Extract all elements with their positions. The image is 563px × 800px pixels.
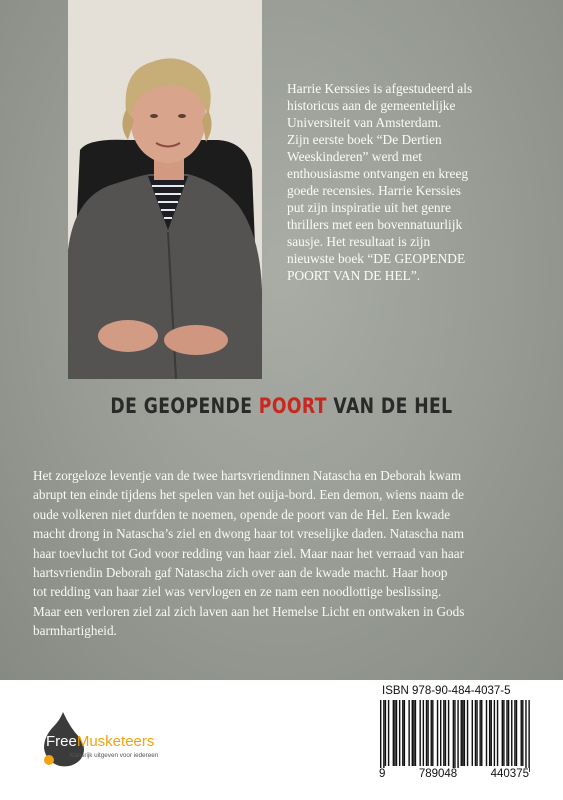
blurb-line: haar toevlucht tot God voor redding van haar ziel. Maar naar het verraad van haar bbox=[33, 545, 464, 561]
book-title-part2: VAN DE HEL bbox=[326, 394, 453, 418]
barcode-bar bbox=[427, 700, 428, 766]
barcode-bar bbox=[431, 700, 432, 766]
blurb-text: Het zorgeloze leventje van de twee hartsvriendinnen Natascha en Deborah kwam bbox=[33, 468, 462, 483]
barcode-bar bbox=[479, 700, 480, 766]
barcode-bar bbox=[426, 700, 427, 766]
publisher-tagline: Kansrijk uitgeven voor iedereen bbox=[70, 752, 159, 759]
barcode-bar bbox=[525, 700, 526, 772]
barcode-bar bbox=[486, 700, 487, 766]
barcode-bar bbox=[396, 700, 397, 766]
book-title bbox=[51, 394, 513, 418]
barcode-bar bbox=[393, 700, 394, 766]
author-bio-line: Harrie Kerssies is afgestudeerd als bbox=[287, 81, 473, 96]
blurb-line: hartsvriendin Deborah gaf Natascha zich over aan de kwade macht. Haar hoop bbox=[33, 565, 448, 581]
barcode-bar bbox=[467, 700, 468, 766]
barcode-bar bbox=[506, 700, 507, 766]
barcode-bar bbox=[453, 700, 454, 772]
barcode-bar bbox=[475, 700, 476, 766]
barcode-bar bbox=[502, 700, 503, 766]
barcode-bar bbox=[522, 700, 523, 766]
publisher-name-part1: Free bbox=[46, 733, 77, 750]
author-bio-line: Weeskinderen” werd met bbox=[287, 149, 422, 164]
book-title-part1: DE GEOPENDE bbox=[110, 394, 259, 418]
barcode-number bbox=[379, 768, 529, 780]
barcode-bar bbox=[402, 700, 403, 766]
barcode-bar bbox=[419, 700, 420, 766]
barcode-bar bbox=[432, 700, 433, 766]
barcode-bar bbox=[440, 700, 441, 766]
barcode-bar bbox=[494, 700, 495, 766]
author-photo bbox=[68, 0, 262, 379]
barcode-bar bbox=[383, 700, 384, 772]
publisher-name bbox=[46, 733, 154, 750]
barcode-bar bbox=[481, 700, 482, 766]
book-blurb bbox=[33, 466, 531, 641]
barcode-bar bbox=[423, 700, 424, 766]
barcode-bar bbox=[415, 700, 416, 766]
barcode-bar bbox=[528, 700, 529, 772]
blurb-line: macht drong in Natascha’s ziel en dwong haar tot vreselijke daden. Natascha nam bbox=[33, 526, 465, 542]
barcode-bar bbox=[516, 700, 517, 766]
barcode-bar bbox=[461, 700, 462, 766]
publisher-name-part2: Musketeers bbox=[76, 733, 155, 750]
blurb-line: Maar een verloren ziel zal zich laven aan het Hemelse Licht en ontwaken in Gods bbox=[33, 603, 465, 619]
barcode-bar bbox=[394, 700, 395, 766]
barcode-bar bbox=[472, 700, 473, 766]
barcode-bar bbox=[491, 700, 492, 766]
barcode-bar bbox=[443, 700, 444, 766]
barcode-bar bbox=[380, 700, 381, 772]
barcode-bar bbox=[388, 700, 389, 766]
blurb-line bbox=[33, 466, 531, 485]
barcode-lead-digit: 9 bbox=[379, 768, 386, 780]
author-bio-line: Universiteit van Amsterdam. bbox=[287, 115, 442, 130]
book-title-highlight: POORT bbox=[258, 394, 327, 418]
blurb-line: oude volkeren niet durfden te noemen, opende de poort van de Hel. Een kwade bbox=[33, 506, 451, 522]
barcode-bar bbox=[464, 700, 465, 766]
barcode-group2: 440375 bbox=[490, 768, 529, 780]
barcode bbox=[380, 700, 530, 772]
author-bio-line: goede recensies. Harrie Kerssies bbox=[287, 183, 461, 198]
barcode-bar bbox=[514, 700, 515, 766]
author-bio-line: put zijn inspiratie uit het genre bbox=[287, 200, 451, 215]
barcode-bar bbox=[399, 700, 400, 766]
author-bio-line: nieuwste boek “DE GEOPENDE bbox=[287, 251, 466, 266]
barcode-bar bbox=[462, 700, 463, 766]
barcode-group1: 789048 bbox=[418, 768, 458, 780]
blurb-line: abrupt ten einde tijdens het spelen van het ouija-bord. Een demon, wiens naam de bbox=[33, 487, 465, 503]
author-bio-line: Zijn eerste boek “De Dertien bbox=[287, 132, 442, 147]
barcode-bar bbox=[408, 700, 409, 766]
barcode-bar bbox=[385, 700, 386, 766]
barcode-bar bbox=[511, 700, 512, 766]
author-bio-line: sausje. Het resultaat is zijn bbox=[287, 234, 431, 249]
author-bio-line: historicus aan de gemeentelijke bbox=[287, 98, 456, 113]
barcode-bar bbox=[457, 700, 458, 772]
barcode-bar bbox=[412, 700, 413, 766]
barcode-bar bbox=[508, 700, 509, 766]
author-bio bbox=[287, 80, 519, 284]
author-bio-line: enthousiasme ontvangen en kreeg bbox=[287, 166, 469, 181]
barcode-bar bbox=[489, 700, 490, 766]
barcode-bar bbox=[448, 700, 449, 766]
barcode-bar bbox=[521, 700, 522, 766]
barcode-bar bbox=[476, 700, 477, 766]
barcode-bar bbox=[497, 700, 498, 766]
author-bio-line: thrillers met een bovennatuurlijk bbox=[287, 217, 463, 232]
isbn-label: ISBN 978-90-484-4037-5 bbox=[382, 685, 511, 697]
author-bio-line: POORT VAN DE HEL”. bbox=[287, 268, 421, 283]
barcode-bar bbox=[413, 700, 414, 766]
blurb-line: tot redding van haar ziel was vervlogen en ze nam een noodlottige beslissing. bbox=[33, 584, 442, 600]
barcode-bar bbox=[454, 700, 455, 772]
barcode-bar bbox=[503, 700, 504, 766]
blurb-line: barmhartigheid. bbox=[33, 623, 117, 639]
barcode-bar bbox=[445, 700, 446, 766]
barcode-bar bbox=[437, 700, 438, 766]
barcode-bar bbox=[404, 700, 405, 766]
publisher-logo bbox=[40, 710, 190, 770]
